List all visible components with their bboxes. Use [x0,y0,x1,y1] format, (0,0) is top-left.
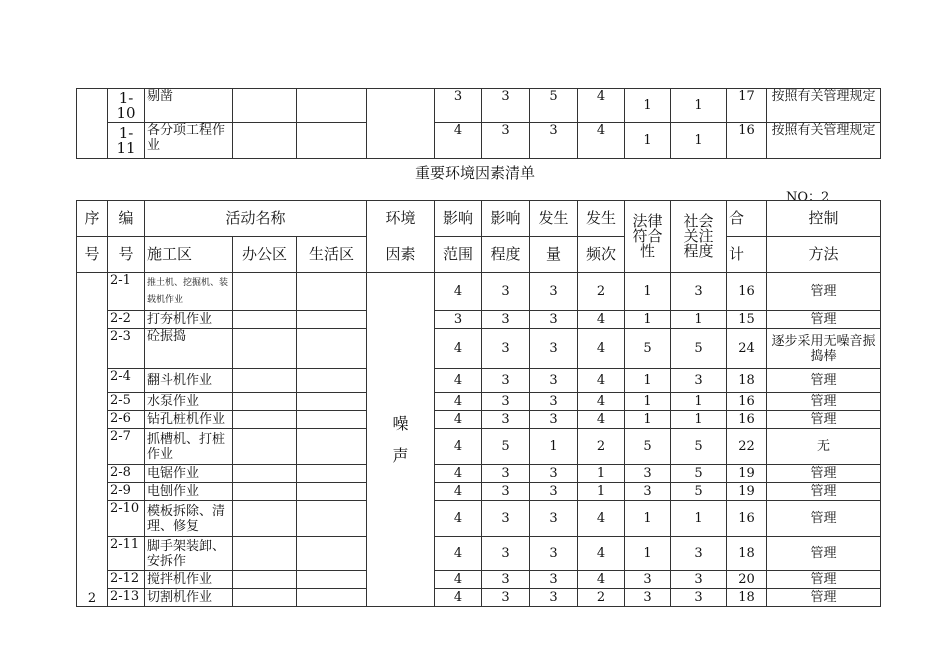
score-cell: 15 [727,311,767,329]
office-cell [233,465,297,483]
env-factor-b: 声 [392,445,409,465]
score-cell: 1 [671,411,727,429]
score-cell: 4 [578,393,625,411]
office-cell [233,501,297,537]
score-cell: 5 [671,483,727,501]
office-cell [233,483,297,501]
living-cell [297,465,367,483]
score-cell: 2 [578,273,625,311]
control-method: 管理 [767,501,881,537]
control-method: 管理 [767,537,881,571]
score-cell: 3 [482,89,530,123]
score-cell: 4 [435,465,482,483]
living-cell [297,429,367,465]
activity-name: 翻斗机作业 [145,369,233,393]
office-cell [233,571,297,589]
score-cell: 4 [435,369,482,393]
score-cell: 24 [727,329,767,369]
score-cell: 3 [482,589,530,607]
score-cell: 1 [625,411,671,429]
score-cell: 1 [578,483,625,501]
factor-cell [367,123,435,159]
hdr-degree: 影响 [482,201,530,237]
score-cell: 3 [530,123,578,159]
table-row [77,123,881,159]
control-method: 按照有关管理规定 [767,123,881,159]
score-cell: 5 [625,329,671,369]
score-cell: 4 [578,411,625,429]
environment-factor-table [76,200,881,607]
score-cell: 3 [482,273,530,311]
score-cell: 4 [578,501,625,537]
office-cell [233,311,297,329]
factor-cell [367,89,435,123]
control-method: 管理 [767,393,881,411]
control-method: 管理 [767,483,881,501]
score-cell: 1 [625,393,671,411]
score-cell: 1 [625,273,671,311]
score-cell: 4 [578,537,625,571]
office-cell [233,329,297,369]
score-cell: 3 [625,589,671,607]
score-cell: 3 [671,369,727,393]
seq-number: 2 [77,273,108,607]
table-row [77,483,881,501]
row-id: 2-5 [108,393,145,411]
score-cell: 3 [530,571,578,589]
score-cell: 3 [530,483,578,501]
score-cell: 3 [482,465,530,483]
hdr-freq-2: 频次 [578,237,625,273]
living-cell [297,411,367,429]
score-cell: 3 [530,369,578,393]
score-cell: 3 [435,311,482,329]
table-row [77,329,881,369]
hdr-freq: 发生 [578,201,625,237]
row-id: 2-10 [108,501,145,537]
row-id: 2-9 [108,483,145,501]
score-cell: 3 [671,571,727,589]
score-cell: 3 [625,483,671,501]
score-cell: 5 [625,429,671,465]
row-id: 2-7 [108,429,145,465]
score-cell: 4 [435,429,482,465]
hdr-env-2: 因素 [367,237,435,273]
score-cell: 19 [727,483,767,501]
seq-cell [77,89,108,123]
score-cell: 3 [530,393,578,411]
control-method: 管理 [767,273,881,311]
score-cell: 16 [727,411,767,429]
control-method: 管理 [767,369,881,393]
score-cell: 1 [625,537,671,571]
score-cell: 4 [435,571,482,589]
score-cell: 3 [530,411,578,429]
table-row [77,571,881,589]
score-cell: 3 [530,329,578,369]
table-row [77,465,881,483]
score-cell: 3 [671,589,727,607]
score-cell: 3 [435,89,482,123]
score-cell: 1 [671,311,727,329]
office-cell [233,89,297,123]
score-cell: 16 [727,273,767,311]
score-cell: 1 [625,501,671,537]
table-row [77,311,881,329]
activity-name: 电刨作业 [145,483,233,501]
activity-name: 水泵作业 [145,393,233,411]
score-cell: 1 [625,123,671,159]
activity-name: 抓槽机、打桩作业 [145,429,233,465]
office-cell [233,429,297,465]
living-cell [297,329,367,369]
score-cell: 5 [671,429,727,465]
control-method: 管理 [767,589,881,607]
score-cell: 3 [530,465,578,483]
row-id: 1-11 [108,123,145,159]
score-cell: 1 [671,89,727,123]
office-cell [233,537,297,571]
score-cell: 3 [530,273,578,311]
row-id: 2-8 [108,465,145,483]
hdr-env: 环境 [367,201,435,237]
score-cell: 3 [530,537,578,571]
hdr-living: 生活区 [297,237,367,273]
hdr-code-2: 号 [108,237,145,273]
activity-name: 切割机作业 [145,589,233,607]
control-method: 管理 [767,311,881,329]
hdr-seq-2: 号 [77,237,108,273]
score-cell: 3 [482,537,530,571]
score-cell: 3 [530,311,578,329]
score-cell: 3 [671,537,727,571]
score-cell: 16 [727,123,767,159]
living-cell [297,369,367,393]
control-method: 管理 [767,465,881,483]
table-row [77,537,881,571]
hdr-seq: 序 [77,201,108,237]
hdr-total-2: 计 [727,237,767,273]
row-id: 1-10 [108,89,145,123]
score-cell: 18 [727,369,767,393]
table-row [77,501,881,537]
score-cell: 5 [671,465,727,483]
previous-page-table [76,88,881,159]
hdr-amount: 发生 [530,201,578,237]
score-cell: 1 [671,123,727,159]
office-cell [233,123,297,159]
control-method: 逐步采用无噪音振捣棒 [767,329,881,369]
row-id: 2-3 [108,329,145,369]
score-cell: 4 [578,89,625,123]
row-id: 2-13 [108,589,145,607]
activity-name: 脚手架装卸、安拆作 [145,537,233,571]
hdr-ctrl: 控制 [767,201,881,237]
score-cell: 5 [671,329,727,369]
score-cell: 1 [625,311,671,329]
score-cell: 1 [578,465,625,483]
living-cell [297,589,367,607]
score-cell: 3 [482,123,530,159]
score-cell: 17 [727,89,767,123]
score-cell: 3 [482,571,530,589]
score-cell: 4 [435,329,482,369]
score-cell: 1 [671,501,727,537]
header-row-1 [77,201,881,237]
hdr-amount-2: 量 [530,237,578,273]
office-cell [233,411,297,429]
table-row [77,589,881,607]
score-cell: 4 [578,329,625,369]
score-cell: 4 [435,501,482,537]
score-cell: 3 [482,369,530,393]
living-cell [297,393,367,411]
score-cell: 4 [578,311,625,329]
score-cell: 4 [578,571,625,589]
score-cell: 19 [727,465,767,483]
row-id: 2-12 [108,571,145,589]
score-cell: 18 [727,589,767,607]
control-method: 按照有关管理规定 [767,89,881,123]
page-number: NO：2 [786,190,830,205]
score-cell: 2 [578,429,625,465]
row-id: 2-1 [108,273,145,311]
score-cell: 4 [435,411,482,429]
living-cell [297,537,367,571]
table-row [77,411,881,429]
score-cell: 3 [625,571,671,589]
hdr-degree-2: 程度 [482,237,530,273]
activity-name: 剔凿 [145,89,233,123]
score-cell: 1 [625,89,671,123]
score-cell: 4 [435,483,482,501]
hdr-ctrl-2: 方法 [767,237,881,273]
score-cell: 3 [482,311,530,329]
score-cell: 3 [482,483,530,501]
score-cell: 5 [482,429,530,465]
living-cell [297,483,367,501]
hdr-scope-2: 范围 [435,237,482,273]
score-cell: 3 [530,589,578,607]
table-row [77,429,881,465]
living-cell [297,273,367,311]
score-cell: 3 [671,273,727,311]
row-id: 2-4 [108,369,145,393]
header-row-2 [77,237,881,273]
hdr-code: 编 [108,201,145,237]
activity-name: 电锯作业 [145,465,233,483]
score-cell: 1 [530,429,578,465]
hdr-activity: 活动名称 [145,201,367,237]
score-cell: 20 [727,571,767,589]
hdr-law: 法律符合性 [625,201,671,273]
activity-name: 砼振捣 [145,329,233,369]
activity-name: 钻孔桩机作业 [145,411,233,429]
hdr-construction: 施工区 [145,237,233,273]
office-cell [233,369,297,393]
hdr-scope: 影响 [435,201,482,237]
control-method: 管理 [767,411,881,429]
row-id: 2-6 [108,411,145,429]
score-cell: 4 [435,589,482,607]
score-cell: 3 [482,411,530,429]
row-id: 2-2 [108,311,145,329]
score-cell: 3 [482,393,530,411]
score-cell: 16 [727,393,767,411]
activity-name: 模板拆除、清理、修复 [145,501,233,537]
living-cell [297,571,367,589]
score-cell: 4 [578,369,625,393]
table-row [77,273,881,311]
office-cell [233,589,297,607]
list-title: 重要环境因素清单 [414,164,535,182]
control-method: 无 [767,429,881,465]
living-cell [297,89,367,123]
score-cell: 4 [435,537,482,571]
hdr-total: 合 [727,201,767,237]
table-row [77,369,881,393]
activity-name: 打夯机作业 [145,311,233,329]
score-cell: 18 [727,537,767,571]
table-row [77,89,881,123]
living-cell [297,311,367,329]
activity-name: 推土机、挖掘机、装载机作业 [145,273,233,311]
score-cell: 3 [530,501,578,537]
activity-name: 搅拌机作业 [145,571,233,589]
score-cell: 4 [435,123,482,159]
score-cell: 4 [435,273,482,311]
living-cell [297,123,367,159]
score-cell: 3 [482,501,530,537]
env-factor [367,273,435,607]
score-cell: 16 [727,501,767,537]
score-cell: 22 [727,429,767,465]
activity-name: 各分项工程作业 [145,123,233,159]
table-row [77,393,881,411]
score-cell: 5 [530,89,578,123]
env-factor-a: 噪 [392,413,409,433]
control-method: 管理 [767,571,881,589]
score-cell: 3 [482,329,530,369]
seq-cell [77,123,108,159]
living-cell [297,501,367,537]
score-cell: 2 [578,589,625,607]
hdr-office: 办公区 [233,237,297,273]
score-cell: 4 [435,393,482,411]
office-cell [233,273,297,311]
row-id: 2-11 [108,537,145,571]
hdr-social: 社会关注程度 [671,201,727,273]
score-cell: 3 [625,465,671,483]
score-cell: 4 [578,123,625,159]
score-cell: 1 [625,369,671,393]
score-cell: 1 [671,393,727,411]
office-cell [233,393,297,411]
